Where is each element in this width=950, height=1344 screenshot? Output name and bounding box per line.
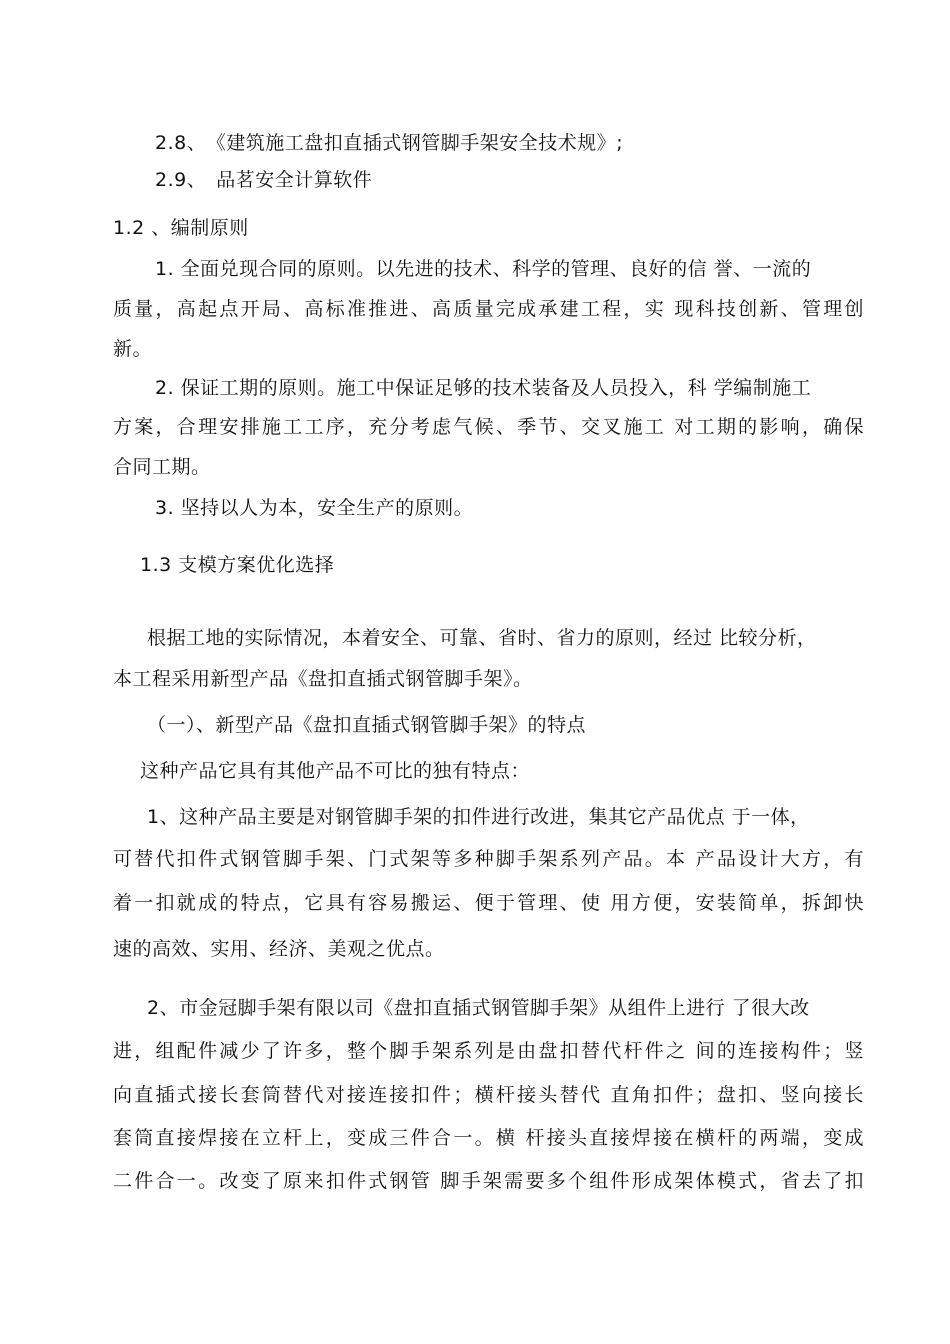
paragraph-line: 这种产品它具有其他产品不可比的独有特点：: [140, 760, 531, 782]
paragraph-line: 二件合一。改变了原来扣件式钢管 脚手架需要多个组件形成架体模式，省去了扣: [113, 1170, 864, 1192]
paragraph-line: 本工程采用新型产品《盘扣直插式钢管脚手架》。: [113, 668, 533, 690]
paragraph-line: 1. 全面兑现合同的原则。以先进的技术、科学的管理、良好的信 誉、一流的: [155, 258, 812, 280]
paragraph-line: 2、市金冠脚手架有限以司《盘扣直插式钢管脚手架》从组件上进行 了很大改: [147, 997, 810, 1019]
ref-item-2-8: 2.8、 《建筑施工盘扣直插式钢管脚手架安全技术规》;: [155, 132, 624, 154]
subsection-heading: （一）、新型产品《盘扣直插式钢管脚手架》的特点: [147, 714, 587, 736]
paragraph-line: 合同工期。: [113, 456, 211, 478]
paragraph-line: 着一扣就成的特点，它具有容易搬运、便于管理、使 用方便，安装简单，拆卸快: [113, 892, 864, 914]
paragraph-line: 质量，高起点开局、高标准推进、高质量完成承建工程，实 现科技创新、管理创: [113, 298, 864, 320]
paragraph-line: 方案，合理安排施工工序，充分考虑气候、季节、交叉施工 对工期的影响，确保: [113, 416, 864, 438]
paragraph-line: 3. 坚持以人为本，安全生产的原则。: [155, 497, 474, 519]
paragraph-line: 1、这种产品主要是对钢管脚手架的扣件进行改进，集其它产品优点 于一体，: [147, 806, 810, 828]
section-heading-1-2: 1.2 、编制原则: [113, 217, 249, 239]
paragraph-line: 可替代扣件式钢管脚手架、门式架等多种脚手架系列产品。本 产品设计大方，有: [113, 848, 864, 870]
paragraph-line: 根据工地的实际情况，本着安全、可靠、省时、省力的原则，经过 比较分析，: [147, 627, 817, 649]
paragraph-line: 速的高效、实用、经济、美观之优点。: [113, 938, 445, 960]
paragraph-line: 向直插式接长套筒替代对接连接扣件；横杆接头替代 直角扣件；盘扣、竖向接长: [113, 1084, 864, 1106]
ref-item-2-9: 2.9、 品茗安全计算软件: [155, 169, 373, 191]
paragraph-line: 2. 保证工期的原则。施工中保证足够的技术装备及人员投入，科 学编制施工: [155, 377, 812, 399]
paragraph-line: 进，组配件减少了许多，整个脚手架系列是由盘扣替代杆件之 间的连接构件；竖: [113, 1040, 864, 1062]
paragraph-line: 新。: [113, 338, 153, 360]
paragraph-line: 套筒直接焊接在立杆上，变成三件合一。横 杆接头直接焊接在横杆的两端，变成: [113, 1127, 864, 1149]
section-heading-1-3: 1.3 支模方案优化选择: [140, 554, 335, 576]
